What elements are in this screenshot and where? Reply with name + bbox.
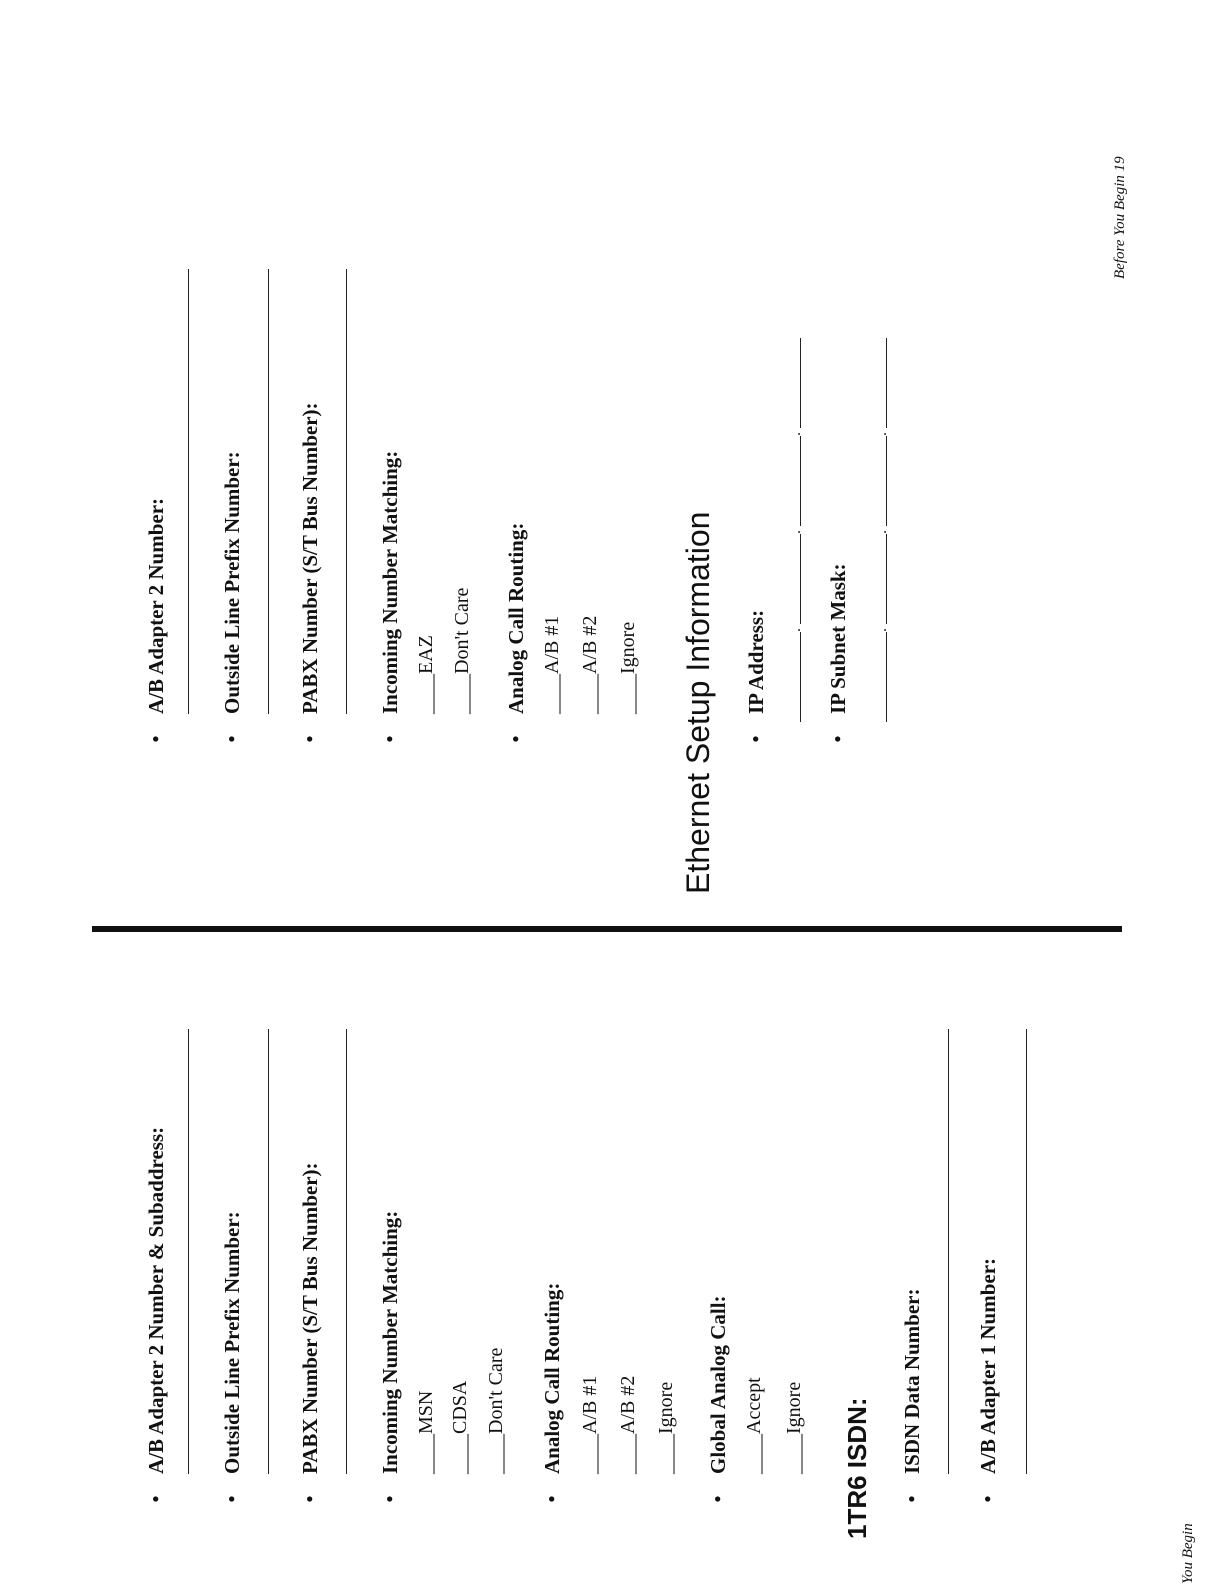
bullet: •	[377, 1495, 402, 1503]
footer-right-text: Before You Begin	[1112, 175, 1128, 279]
bullet: •	[743, 735, 768, 743]
ab2-number-label: A/B Adapter 2 Number:	[144, 497, 168, 714]
incoming-matching-label: Incoming Number Matching:	[378, 1210, 402, 1474]
analog-option-ab1[interactable]: ____A/B #1	[579, 1375, 601, 1474]
global-analog-label: Global Analog Call:	[706, 1295, 730, 1474]
global-option-accept[interactable]: ____Accept	[743, 1377, 765, 1474]
footer-right	[1112, 156, 1129, 279]
bullet: •	[219, 735, 244, 743]
bullet: •	[975, 1495, 1000, 1503]
bullet: •	[297, 735, 322, 743]
ab1-number-field[interactable]	[1026, 1029, 1027, 1474]
pabx-number-label-right: PABX Number (S/T Bus Number):	[298, 402, 322, 714]
analog-option-ignore-right[interactable]: ____Ignore	[617, 621, 639, 714]
section-heading-1tr6: 1TR6 ISDN:	[842, 1397, 872, 1539]
outside-prefix-field-right[interactable]	[268, 269, 269, 714]
pabx-number-field[interactable]	[346, 1029, 347, 1474]
section-heading-ethernet: Ethernet Setup Information	[680, 511, 716, 894]
analog-option-ab1-right[interactable]: ____A/B #1	[541, 615, 563, 714]
analog-routing-label: Analog Call Routing:	[540, 1282, 564, 1474]
bullet: •	[143, 1495, 168, 1503]
incoming-option-dont-care[interactable]: ____Don't Care	[485, 1347, 507, 1474]
column-divider	[92, 926, 1122, 932]
bullet: •	[539, 1495, 564, 1503]
rotated-page: • A/B Adapter 2 Number & Subaddress: • Outside Line Prefix Number: • PABX Number (S/T Bus Number): • Incoming Number Matching: ____MSN ____CDSA ____Don't Care • Analog Call Routing: ____A/B #1 ____A/B #2 ____Ignore • Global Analog Call: ____Accept ____Ignore 1TR6 ISDN: • ISDN Data Number: • A/B Adapter 1 Number: • A/B Adapter 2 Number: • Outside Line Prefix Number: • PABX Number (S/T Bus Number): • Incoming Number Matching: ____EAZ ____Don't Care • Analog Call Routing: ____A/B #1 ____A/B #2 ____Ignore Ethernet Setup Information • IP Address: . . . • IP Subnet Mask: . . . You Begin Before You Begin 19	[0, 0, 1221, 1584]
analog-routing-label-right: Analog Call Routing:	[504, 522, 528, 714]
incoming-option-cdsa[interactable]: ____CDSA	[449, 1380, 471, 1474]
outside-prefix-label-right: Outside Line Prefix Number:	[220, 451, 244, 714]
global-option-ignore[interactable]: ____Ignore	[783, 1381, 805, 1474]
analog-option-ignore[interactable]: ____Ignore	[655, 1381, 677, 1474]
ip-subnet-label: IP Subnet Mask:	[826, 563, 850, 714]
ab2-number-field-right[interactable]	[188, 269, 189, 714]
isdn-data-label: ISDN Data Number:	[900, 1288, 924, 1474]
incoming-option-eaz[interactable]: ____EAZ	[415, 635, 437, 714]
bullet: •	[297, 1495, 322, 1503]
ab2-number-subaddress-label: A/B Adapter 2 Number & Subaddress:	[144, 1126, 168, 1474]
bullet: •	[705, 1495, 730, 1503]
pabx-number-label: PABX Number (S/T Bus Number):	[298, 1162, 322, 1474]
bullet: •	[899, 1495, 924, 1503]
outside-prefix-label: Outside Line Prefix Number:	[220, 1211, 244, 1474]
page-number: 19	[1112, 156, 1128, 172]
ip-address-label: IP Address:	[744, 609, 768, 714]
bullet: •	[377, 735, 402, 743]
bullet: •	[503, 735, 528, 743]
ab1-number-label: A/B Adapter 1 Number:	[976, 1257, 1000, 1474]
outside-prefix-field[interactable]	[268, 1029, 269, 1474]
isdn-data-field[interactable]	[948, 1029, 949, 1474]
footer-left: You Begin	[1180, 1523, 1196, 1584]
incoming-option-msn[interactable]: ____MSN	[415, 1390, 437, 1474]
bullet: •	[219, 1495, 244, 1503]
ab2-number-field[interactable]	[188, 1029, 189, 1474]
bullet: •	[143, 735, 168, 743]
incoming-option-dont-care-right[interactable]: ____Don't Care	[451, 587, 473, 714]
bullet: •	[825, 735, 850, 743]
pabx-number-field-right[interactable]	[346, 269, 347, 714]
analog-option-ab2-right[interactable]: ____A/B #2	[579, 615, 601, 714]
incoming-matching-label-right: Incoming Number Matching:	[378, 450, 402, 714]
analog-option-ab2[interactable]: ____A/B #2	[617, 1375, 639, 1474]
